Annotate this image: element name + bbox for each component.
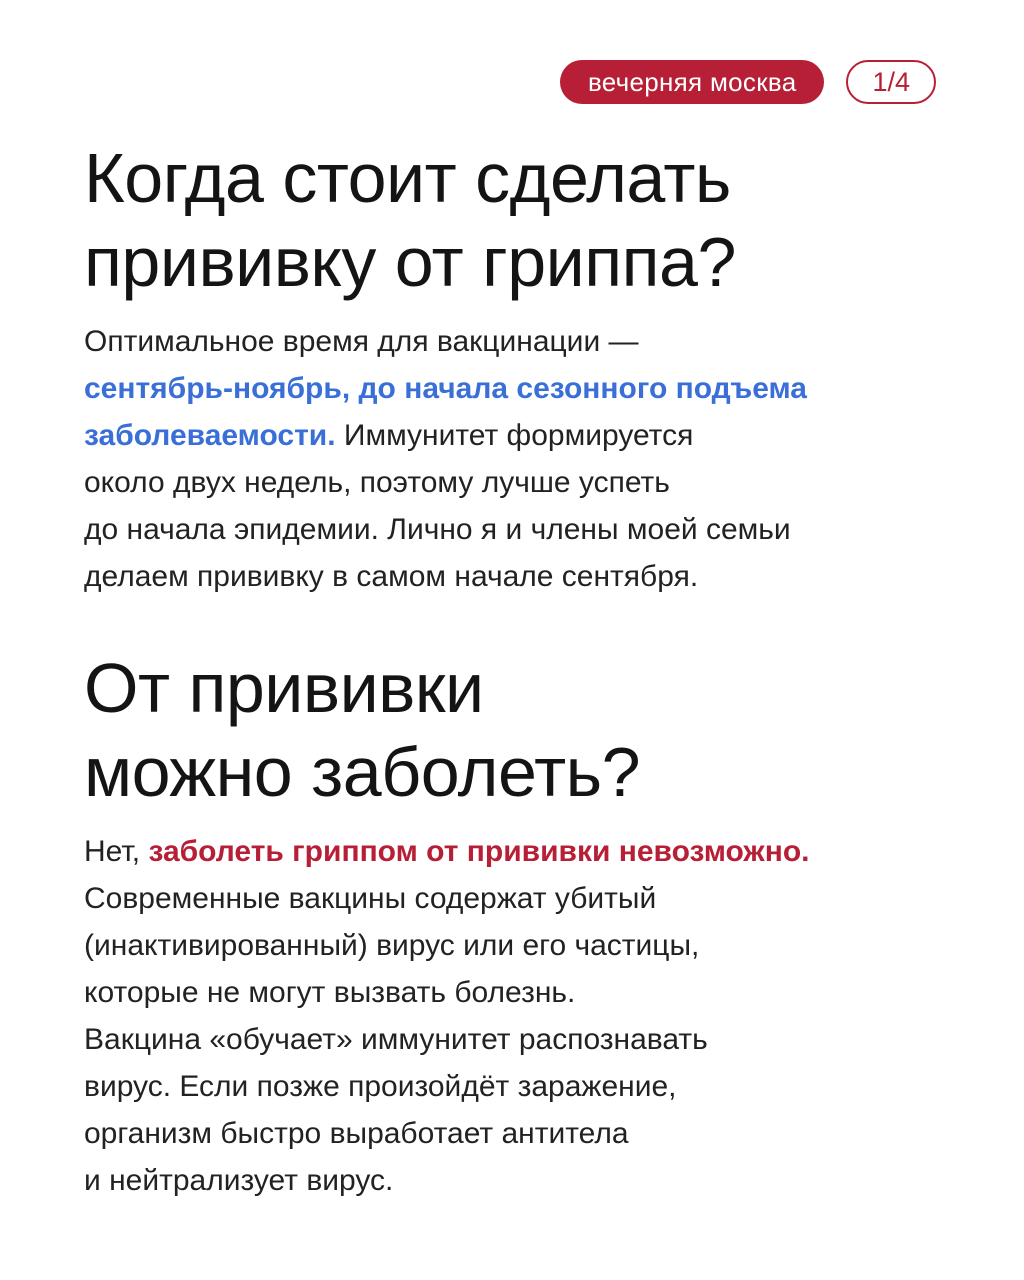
brand-badge: вечерняя москва xyxy=(560,60,825,104)
heading-line: прививку от гриппа? xyxy=(84,223,736,301)
body-line: и нейтрализует вирус. xyxy=(84,1164,394,1197)
body-line: делаем прививку в самом начале сентября. xyxy=(84,560,699,593)
highlight-text: заболеваемости. xyxy=(84,419,336,452)
heading-line: можно заболеть? xyxy=(84,733,641,811)
body-line: (инактивированный) вирус или его частицы, xyxy=(84,929,700,962)
body-text-span: Иммунитет формируется xyxy=(335,419,694,452)
body-line: Вакцина «обучает» иммунитет распознавать xyxy=(84,1023,708,1056)
body-text-span: Нет, xyxy=(84,835,149,868)
body-line: около двух недель, поэтому лучше успеть xyxy=(84,466,670,499)
section-1-heading xyxy=(84,136,954,304)
highlight-text: сентябрь-ноябрь, до начала сезонного подъема xyxy=(84,372,807,405)
section-2-heading xyxy=(84,646,954,814)
section-flu-vaccination-timing xyxy=(84,136,954,600)
body-line: которые не могут вызвать болезнь. xyxy=(84,976,576,1009)
section-2-body xyxy=(84,828,954,1204)
body-line: организм быстро выработает антитела xyxy=(84,1117,629,1150)
body-line: Современные вакцины содержат убитый xyxy=(84,882,657,915)
section-1-body xyxy=(84,318,954,600)
heading-line: Когда стоит сделать xyxy=(84,139,731,217)
header xyxy=(560,60,936,104)
body-line: до начала эпидемии. Лично я и члены моей семьи xyxy=(84,513,791,546)
section-vaccine-safety xyxy=(84,646,954,1204)
page-counter: 1/4 xyxy=(846,60,936,104)
body-line: Оптимальное время для вакцинации — xyxy=(84,325,639,358)
heading-line: От прививки xyxy=(84,649,484,727)
body-line xyxy=(84,412,954,459)
body-line: вирус. Если позже произойдёт заражение, xyxy=(84,1070,677,1103)
body-line xyxy=(84,828,954,875)
highlight-text: заболеть гриппом от прививки невозможно. xyxy=(148,835,810,868)
